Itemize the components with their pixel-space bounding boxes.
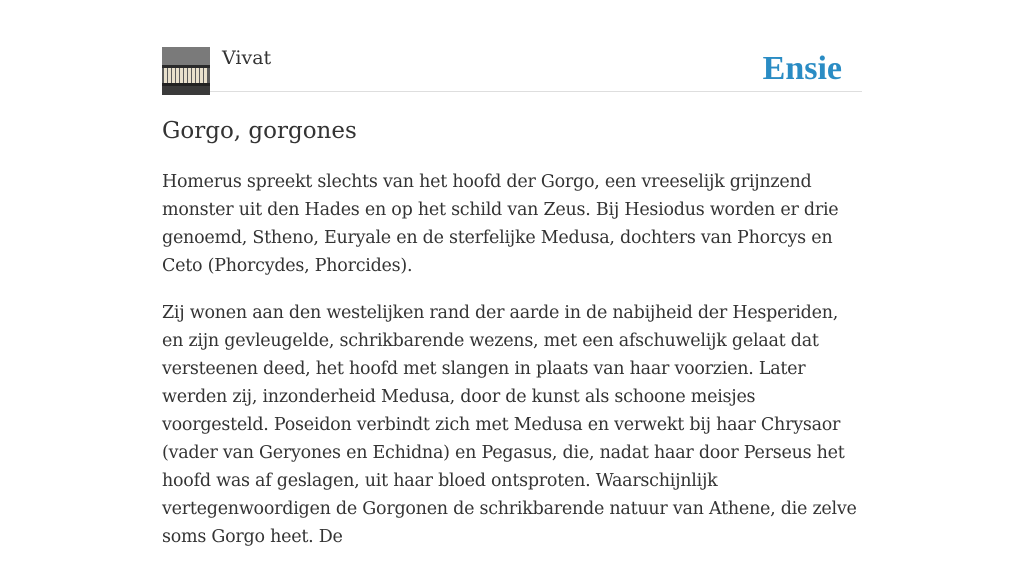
article-paragraph: Zij wonen aan den westelijken rand der aarde in de nabijheid der Hesperiden, en zijn gevleugelde, schrikbarende wezens, met een afschuwelijk gelaat dat versteenen deed, het hoofd met slangen in plaats van haar voorzien. Later werden zij, inzonderheid Medusa, door de kunst als schoone meisjes voorgesteld. Poseidon verbindt zich met Medusa en verwekt bij haar Chrysaor (vader van Geryones en Echidna) en Pegasus, die, nadat haar door Perseus het hoofd was af geslagen, uit haar bloed ontsproten. Waarschijnlijk vertegenwoordigen de Gorgonen de schrikbarende natuur van Athene, die zelve soms Gorgo heet. De <box>162 303 857 547</box>
article-header <box>162 0 862 92</box>
author-name[interactable]: Vivat <box>222 47 272 69</box>
books-shelf-icon <box>162 47 210 95</box>
article-paragraph: Homerus spreekt slechts van het hoofd der Gorgo, een vreeselijk grijnzend monster uit den Hades en op het schild van Zeus. Bij Hesiodus worden er drie genoemd, Stheno, Euryale en de sterfelijke Medusa, dochters van Phorcys en Ceto (Phorcydes, Phorcides). <box>162 172 839 276</box>
author-avatar[interactable] <box>162 47 210 95</box>
article-title: Gorgo, gorgones <box>162 118 357 144</box>
article-page <box>162 0 862 547</box>
site-logo[interactable]: Ensie <box>762 50 842 87</box>
article-body <box>162 168 862 570</box>
